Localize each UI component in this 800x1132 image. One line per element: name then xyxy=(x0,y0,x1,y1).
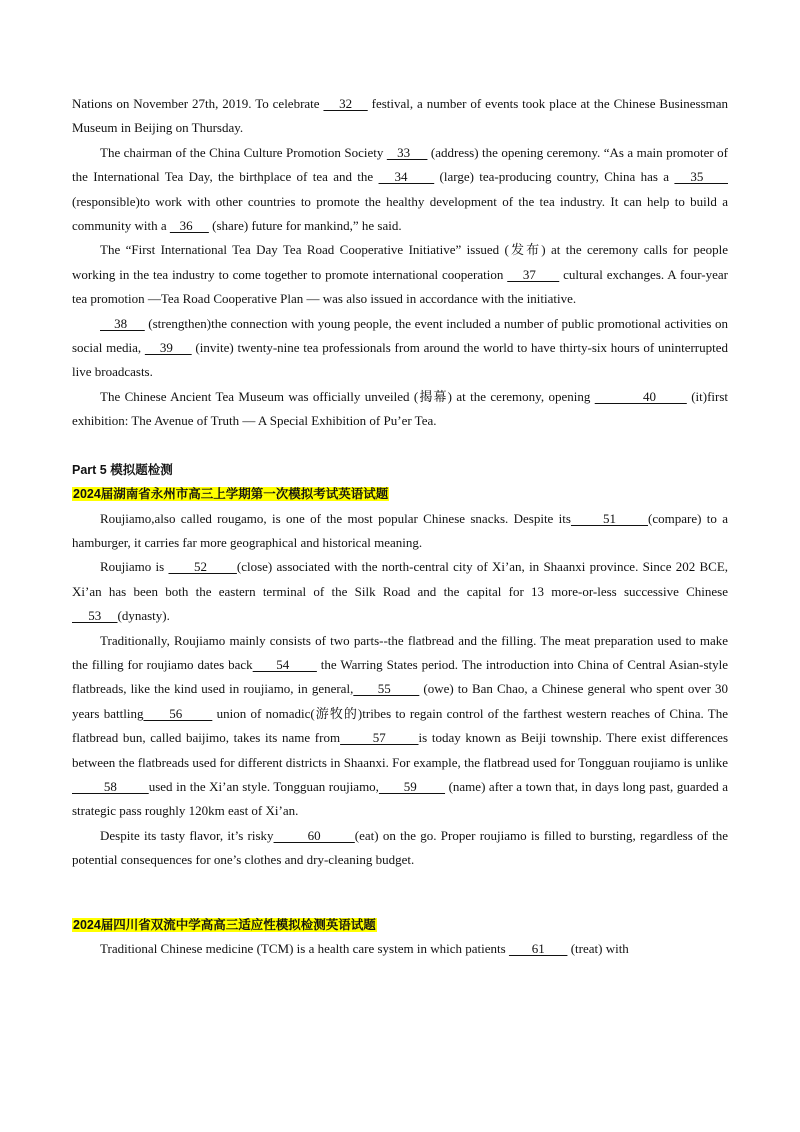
text: Roujiamo,also called rougamo, is one of the most popular Chinese snacks. Despite its xyxy=(100,510,571,526)
text: union of nomadic(游牧的)tribes to regain control of the farthest western reaches of China. The flatbread bun, called baijimo, takes its name from xyxy=(72,705,729,746)
paragraph-museum xyxy=(72,385,728,434)
text: (close) associated with the north-central city of Xi’an, in Shaanxi province. Since 202 BCE, Xi’an has been both the eastern terminal of the Silk Road and the capital for 13 more-or-less successive Chinese xyxy=(72,559,729,599)
text: The “First International Tea Day Tea Road Cooperative Initiative” issued (发布) at the ceremony calls for people working in the tea industry to come together to promote international cooperation xyxy=(72,242,728,282)
text: (address) the opening ceremony. “As a main promoter of the International Tea Day, the birthplace of tea and the xyxy=(72,144,729,185)
exam-title-hunan: 2024届湖南省永州市高三上学期第一次模拟考试英语试题 xyxy=(73,487,389,502)
blank-36: 36 xyxy=(169,218,209,234)
text: (treat) with xyxy=(567,941,629,956)
exam-title-line xyxy=(72,482,728,506)
text: (share) future for mankind,” he said. xyxy=(208,218,402,234)
blank-39: 39 xyxy=(144,340,192,356)
text: (large) tea-producing country, China has a xyxy=(434,169,675,185)
text: used in the Xi’an style. Tongguan roujiamo, xyxy=(148,778,379,794)
blank-32: 32 xyxy=(323,96,368,111)
paragraph-initiative xyxy=(72,238,728,311)
paragraph-roujiamo-intro xyxy=(72,507,728,556)
paragraph-roujiamo-eat xyxy=(72,824,728,873)
text: The Chinese Ancient Tea Museum was officially unveiled (揭幕) at the ceremony, opening xyxy=(100,388,595,404)
text: (responsible)to work with other countries to promote the healthy development of the tea industry. It can help to build a community with a xyxy=(72,193,728,234)
text: (compare) to a hamburger, it carries far more geographical and historical meaning. xyxy=(72,510,728,550)
paragraph-celebrate xyxy=(72,92,728,141)
text: Traditionally, Roujiamo mainly consists of two parts--the flatbread and the filling. The meat preparation used to make the filling for roujiamo dates back xyxy=(72,632,728,672)
paragraph-tcm xyxy=(72,937,728,961)
text: (strengthen)the connection with young people, the event included a number of public promotional activities on social media, xyxy=(72,315,729,356)
blank-35: 35 xyxy=(674,169,728,185)
text: (invite) twenty-nine tea professionals from around the world to have thirty-six hours of uninterrupted live broadcasts. xyxy=(72,340,729,380)
text: is today known as Beiji township. There exist differences between the flatbreads used for different districts in Shaanxi. For example, the flatbread used for Tongguan roujiamo is unlike xyxy=(72,730,729,770)
blank-34: 34 xyxy=(378,169,435,185)
text: festival, a number of events took place at the Chinese Businessman Museum in Beijing on Thursday. xyxy=(72,96,729,136)
text: (it)first exhibition: The Avenue of Truth — A Special Exhibition of Pu’er Tea. xyxy=(72,388,729,429)
paragraph-roujiamo-xian xyxy=(72,555,728,628)
blank-37: 37 xyxy=(507,266,560,282)
text: (name) after a town that, in days long past, guarded a strategic pass roughly 120km east of Xi’an. xyxy=(72,778,729,819)
exam-title-line xyxy=(72,913,728,937)
blank-38: 38 xyxy=(100,315,145,331)
blank-53: 53 xyxy=(72,608,118,624)
text: (dynasty). xyxy=(117,608,170,624)
text: the Warring States period. The introduction into China of Central Asian-style flatbreads, like the kind used in roujiamo, in general, xyxy=(72,656,728,697)
paragraph-roujiamo-history xyxy=(72,629,728,824)
blank-57: 57 xyxy=(340,730,419,746)
text: Traditional Chinese medicine (TCM) is a health care system in which patients xyxy=(100,941,509,956)
blank-54: 54 xyxy=(252,656,317,672)
blank-33: 33 xyxy=(386,144,428,160)
part-heading: Part 5 模拟题检测 xyxy=(72,462,173,477)
text: (eat) on the go. Proper roujiamo is filled to bursting, regardless of the potential consequences for one’s clothes and dry-cleaning budget. xyxy=(72,827,729,868)
blank-60: 60 xyxy=(273,827,355,843)
text: (owe) to Ban Chao, a Chinese general who spent over 30 years battling xyxy=(72,681,728,721)
blank-58: 58 xyxy=(72,778,149,794)
blank-40: 40 xyxy=(594,388,687,404)
text: cultural exchanges. A four-year tea promotion —Tea Road Cooperative Plan — was also issued in accordance with the initiative. xyxy=(72,266,728,307)
blank-51: 51 xyxy=(570,510,649,526)
blank-59: 59 xyxy=(378,778,446,794)
blank-52: 52 xyxy=(168,559,237,575)
blank-56: 56 xyxy=(143,705,213,721)
document-page xyxy=(72,92,728,961)
text: Roujiamo is xyxy=(100,559,169,575)
blank-61: 61 xyxy=(508,941,568,956)
paragraph-young-people xyxy=(72,312,728,385)
section-gap xyxy=(72,873,728,913)
paragraph-chairman xyxy=(72,141,728,239)
text: Nations on November 27th, 2019. To celebrate xyxy=(72,96,324,111)
text: Despite its tasty flavor, it’s risky xyxy=(100,827,274,843)
text: The chairman of the China Culture Promotion Society xyxy=(100,144,387,160)
blank-55: 55 xyxy=(353,681,420,697)
exam-title-sichuan: 2024届四川省双流中学高高三适应性模拟检测英语试题 xyxy=(73,917,376,932)
